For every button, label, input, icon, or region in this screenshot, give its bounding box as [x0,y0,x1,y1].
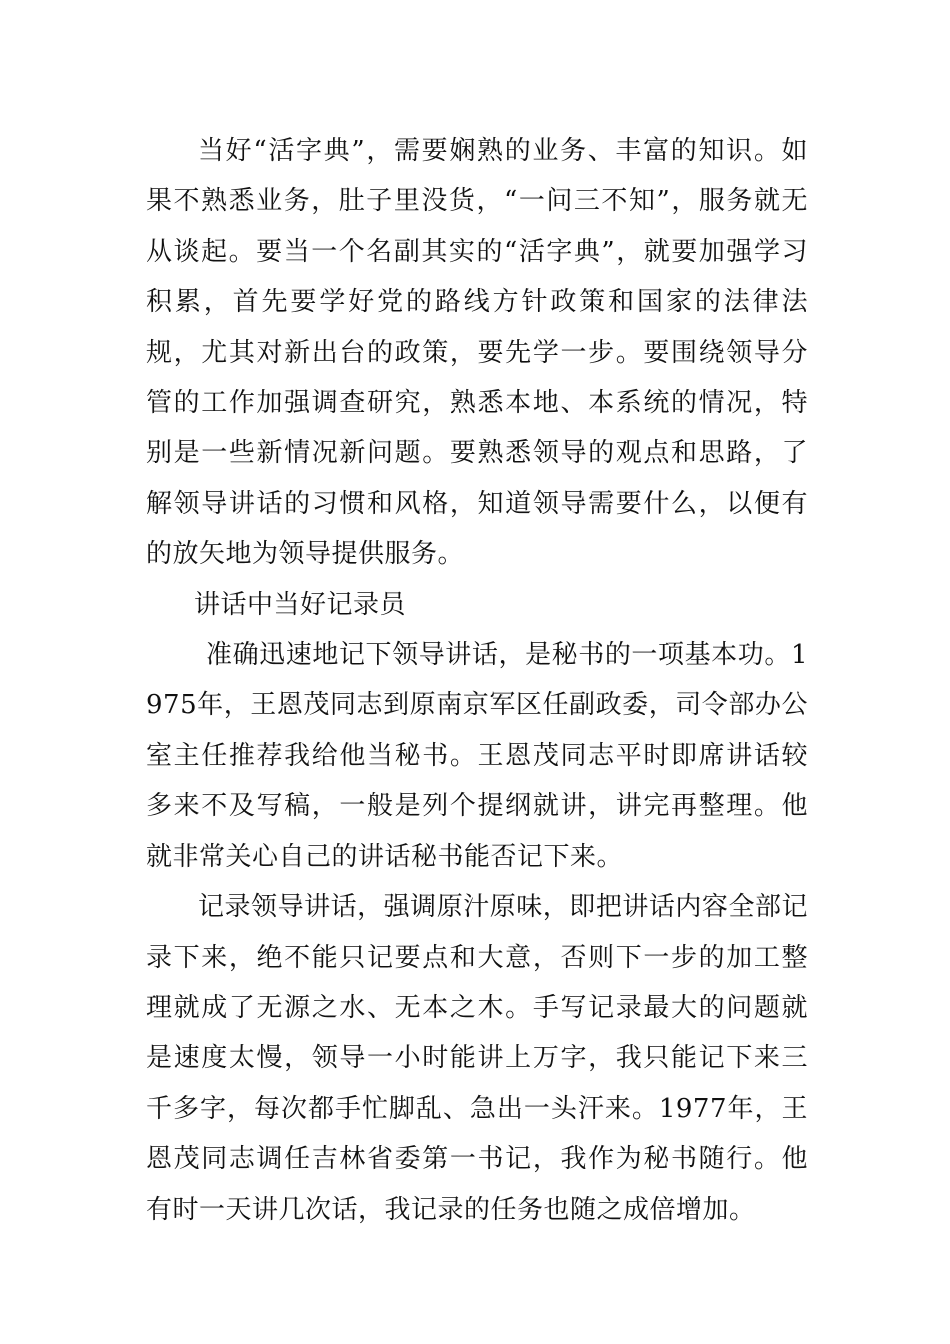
paragraph-recording-speech: 准确迅速地记下领导讲话，是秘书的一项基本功。1975年，王恩茂同志到原南京军区任副政委，司令部办公室主任推荐我给他当秘书。王恩茂同志平时即席讲话较多来不及写稿，一般是列个提纲就讲，讲完再整理。他就非常关心自己的讲话秘书能否记下来。 [146,640,808,872]
paragraph-living-dictionary: 当好“活字典”，需要娴熟的业务、丰富的知识。如果不熟悉业务，肚子里没货，“一问三不知”，服务就无从谈起。要当一个名副其实的“活字典”，就要加强学习积累，首先要学好党的路线方针政策和国家的法律法规，尤其对新出台的政策，要先学一步。要围绕领导分管的工作加强调查研究，熟悉本地、本系统的情况，特别是一些新情况新问题。要熟悉领导的观点和思路，了解领导讲话的习惯和风格，知道领导需要什么，以便有的放矢地为领导提供服务。 [146,136,808,570]
section-heading-recorder: 讲话中当好记录员 [194,589,407,620]
paragraph-recording-details: 记录领导讲话，强调原汁原味，即把讲话内容全部记录下来，绝不能只记要点和大意，否则下一步的加工整理就成了无源之水、无本之木。手写记录最大的问题就是速度太慢，领导一小时能讲上万字，我只能记下来三千多字，每次都手忙脚乱、急出一头汗来。1977年，王恩茂同志调任吉林省委第一书记，我作为秘书随行。他有时一天讲几次话，我记录的任务也随之成倍增加。 [146,892,808,1225]
document-body [146,126,808,1235]
